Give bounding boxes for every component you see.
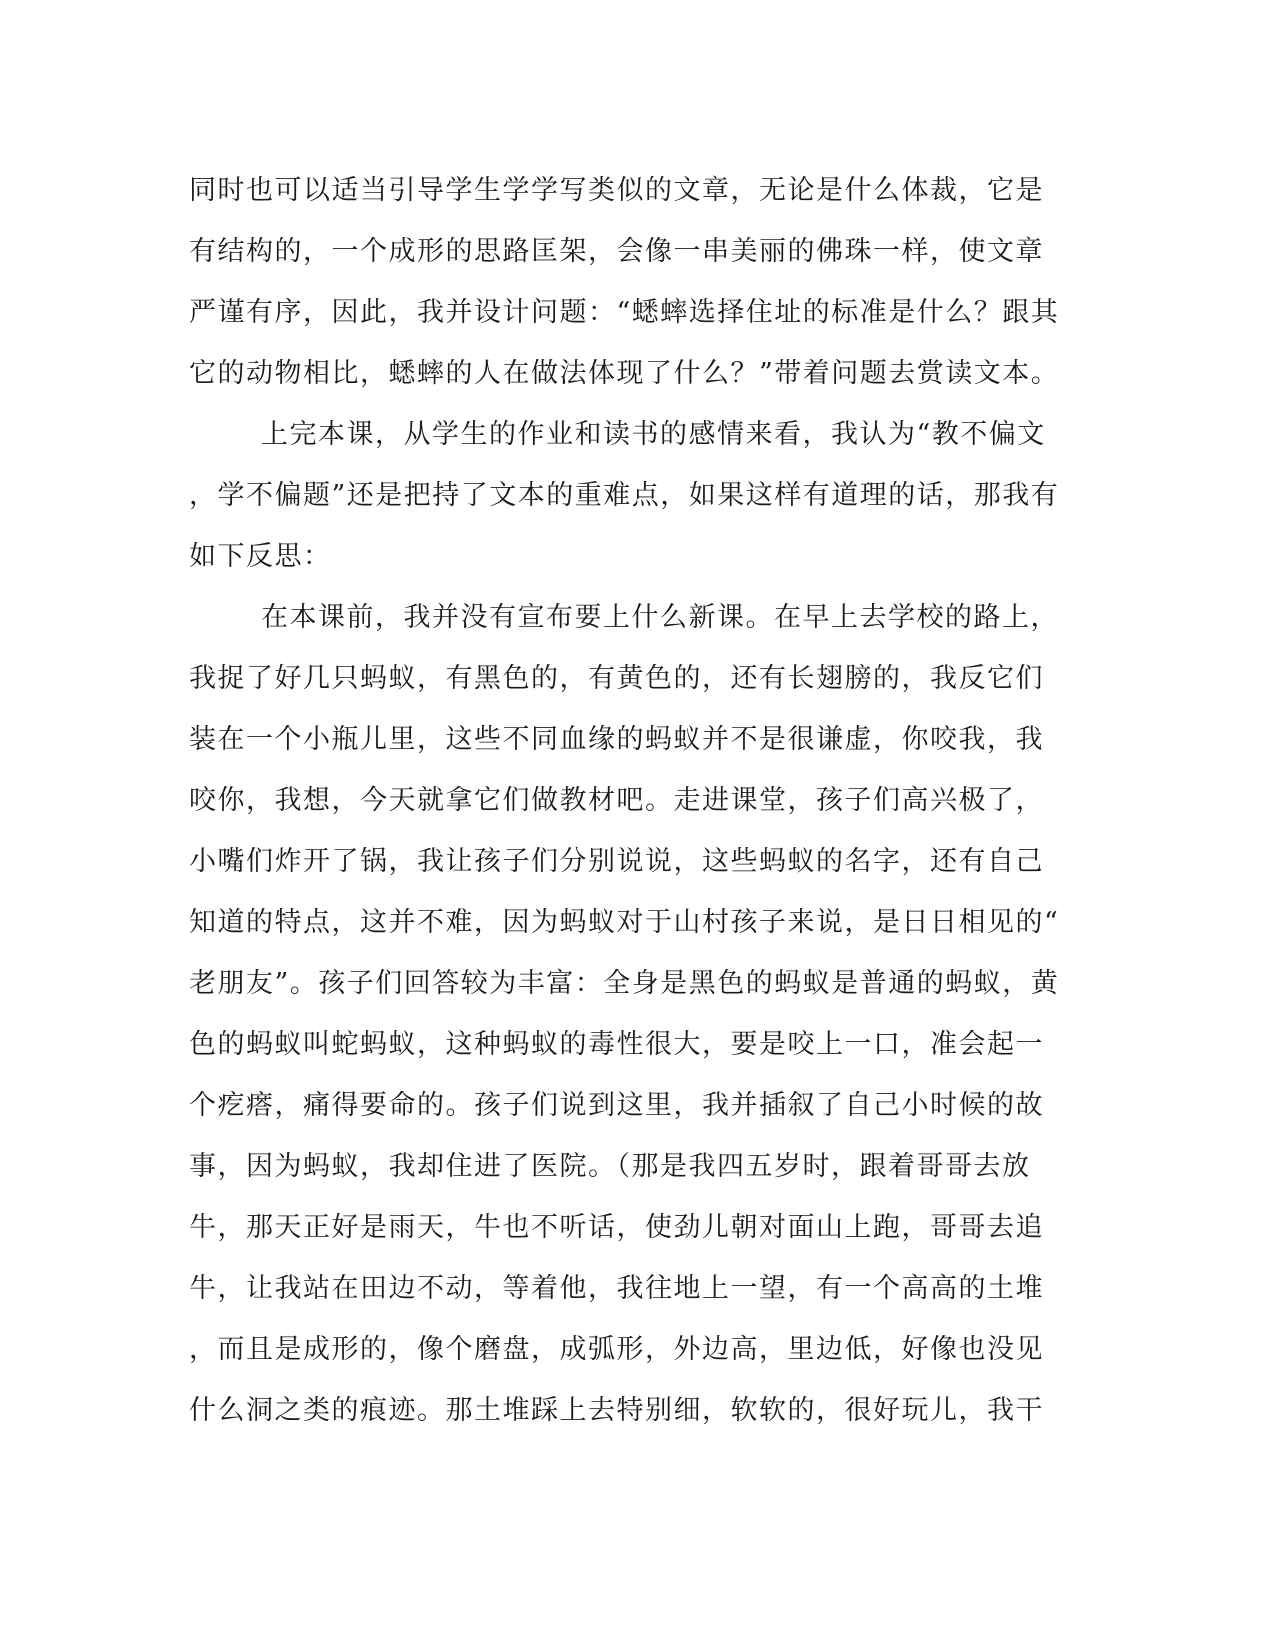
text-line: 色的蚂蚁叫蛇蚂蚁，这种蚂蚁的毒性很大，要是咬上一口，准会起一 [189,1029,1044,1060]
text-line: 如下反思： [189,541,332,572]
text-line: 个疙瘩，痛得要命的。孩子们说到这里，我并插叙了自己小时候的故 [189,1090,1044,1121]
text-line: 我捉了好几只蚂蚁，有黑色的，有黄色的，还有长翅膀的，我反它们 [189,663,1044,694]
text-line: ，而且是成形的，像个磨盘，成弧形，外边高，里边低，好像也没见 [189,1334,1044,1365]
text-line: 同时也可以适当引导学生学学写类似的文章，无论是什么体裁，它是 [189,175,1044,206]
text-line: 小嘴们炸开了锅，我让孩子们分别说说，这些蚂蚁的名字，还有自己 [189,846,1044,877]
text-line: 事，因为蚂蚁，我却住进了医院。（那是我四五岁时，跟着哥哥去放 [189,1151,1031,1182]
text-line: 咬你，我想，今天就拿它们做教材吧。走进课堂，孩子们高兴极了， [189,785,1044,816]
text-line: 有结构的，一个成形的思路匡架，会像一串美丽的佛珠一样，使文章 [189,236,1044,267]
text-line: 老朋友”。孩子们回答较为丰富：全身是黑色的蚂蚁是普通的蚂蚁，黄 [189,968,1060,999]
text-line: 严谨有序，因此，我并设计问题：“蟋蟀选择住址的标准是什么？跟其 [189,297,1060,328]
text-line: 什么洞之类的痕迹。那土堆踩上去特别细，软软的，很好玩儿，我干 [189,1395,1044,1426]
body-text [189,160,1069,1441]
paragraph-start-line: 上完本课，从学生的作业和读书的感情来看，我认为“教不偏文 [261,419,1046,450]
text-line: 装在一个小瓶儿里，这些不同血缘的蚂蚁并不是很谦虚，你咬我，我 [189,724,1044,755]
paragraph-start-line: 在本课前，我并没有宣布要上什么新课。在早上去学校的路上， [261,602,1059,633]
text-line: 它的动物相比，蟋蟀的人在做法体现了什么？”带着问题去赏读文本。 [189,358,1060,389]
text-line: 知道的特点，这并不难，因为蚂蚁对于山村孩子来说，是日日相见的“ [189,907,1060,938]
text-line: 牛，那天正好是雨天，牛也不听话，使劲儿朝对面山上跑，哥哥去追 [189,1212,1044,1243]
text-line: 牛，让我站在田边不动，等着他，我往地上一望，有一个高高的土堆 [189,1273,1044,1304]
text-line: ，学不偏题”还是把持了文本的重难点，如果这样有道理的话，那我有 [189,480,1060,511]
